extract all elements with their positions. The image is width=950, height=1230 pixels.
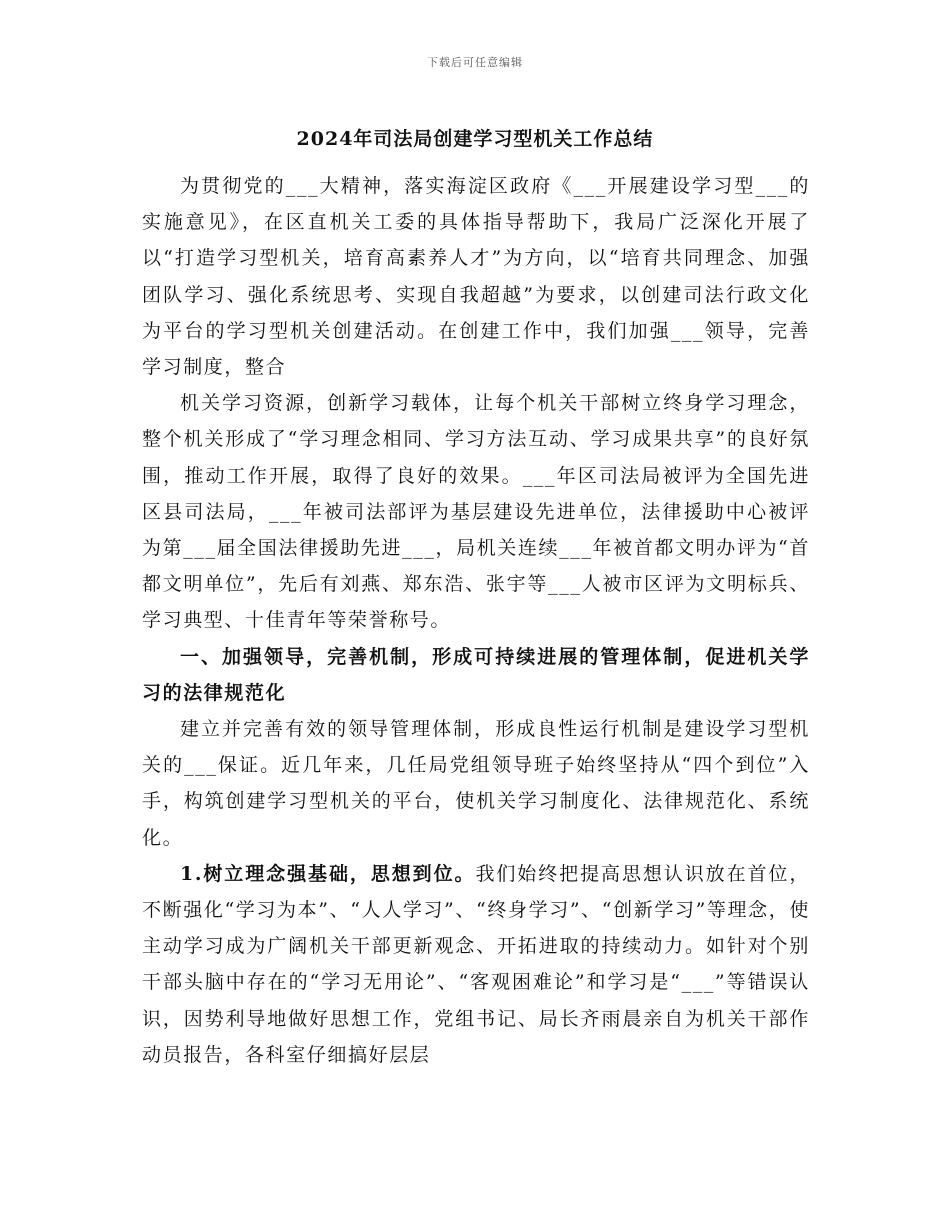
section-heading-1: 一、加强领导，完善机制，形成可持续进展的管理体制，促进机关学习的法律规范化 [142, 645, 810, 704]
paragraph-intro: 为贯彻党的___大精神，落实海淀区政府《___开展建设学习型___的实施意见》，在区直机关工委的具体指导帮助下，我局广泛深化开展了以“打造学习型机关，培育高素养人才”为方向，以“培育共同理念、加强团队学习、强化系统思考、实现自我超越”为要求，以创建司法行政文化为平台的学习型机关创建活动。在创建工作中，我们加强___领导，完善学习制度，整合 [142, 175, 810, 379]
header-note: 下载后可任意编辑 [427, 56, 523, 69]
paragraph-section-1: 建立并完善有效的领导管理体制，形成良性运行机制是建设学习型机关的___保证。近几年来，几任局党组领导班子始终坚持从“四个到位”入手，构筑创建学习型机关的平台，使机关学习制度化、法律规范化、系统化。 [142, 718, 810, 849]
paragraph-achievements: 机关学习资源，创新学习载体，让每个机关干部树立终身学习理念，整个机关形成了“学习理念相同、学习方法互动、学习成果共享”的良好氛围，推动工作开展，取得了良好的效果。___年区司法局被评为全国先进区县司法局，___年被司法部评为基层建设先进单位，法律援助中心被评为第___届全国法律援助先进___，局机关连续___年被首都文明办评为“首都文明单位”，先后有刘燕、郑东浩、张宇等___人被市区评为文明标兵、学习典型、十佳青年等荣誉称号。 [142, 392, 810, 632]
document-body [142, 168, 810, 1073]
point-1-text: 我们始终把提高思想认识放在首位，不断强化“学习为本”、“人人学习”、“终身学习”、“创新学习”等理念，使主动学习成为广阔机关干部更新观念、开拓进取的持续动力。如针对个别干部头脑中存在的“学习无用论”、“客观困难论”和学习是“___”等错误认识，因势利导地做好思想工作，党组书记、局长齐雨晨亲自为机关干部作动员报告，各科室仔细搞好层层 [142, 862, 810, 1066]
paragraph-point-1 [142, 856, 810, 1073]
point-1-lead: 1.树立理念强基础，思想到位。 [180, 862, 476, 885]
document-title: 2024年司法局创建学习型机关工作总结 [296, 128, 654, 150]
